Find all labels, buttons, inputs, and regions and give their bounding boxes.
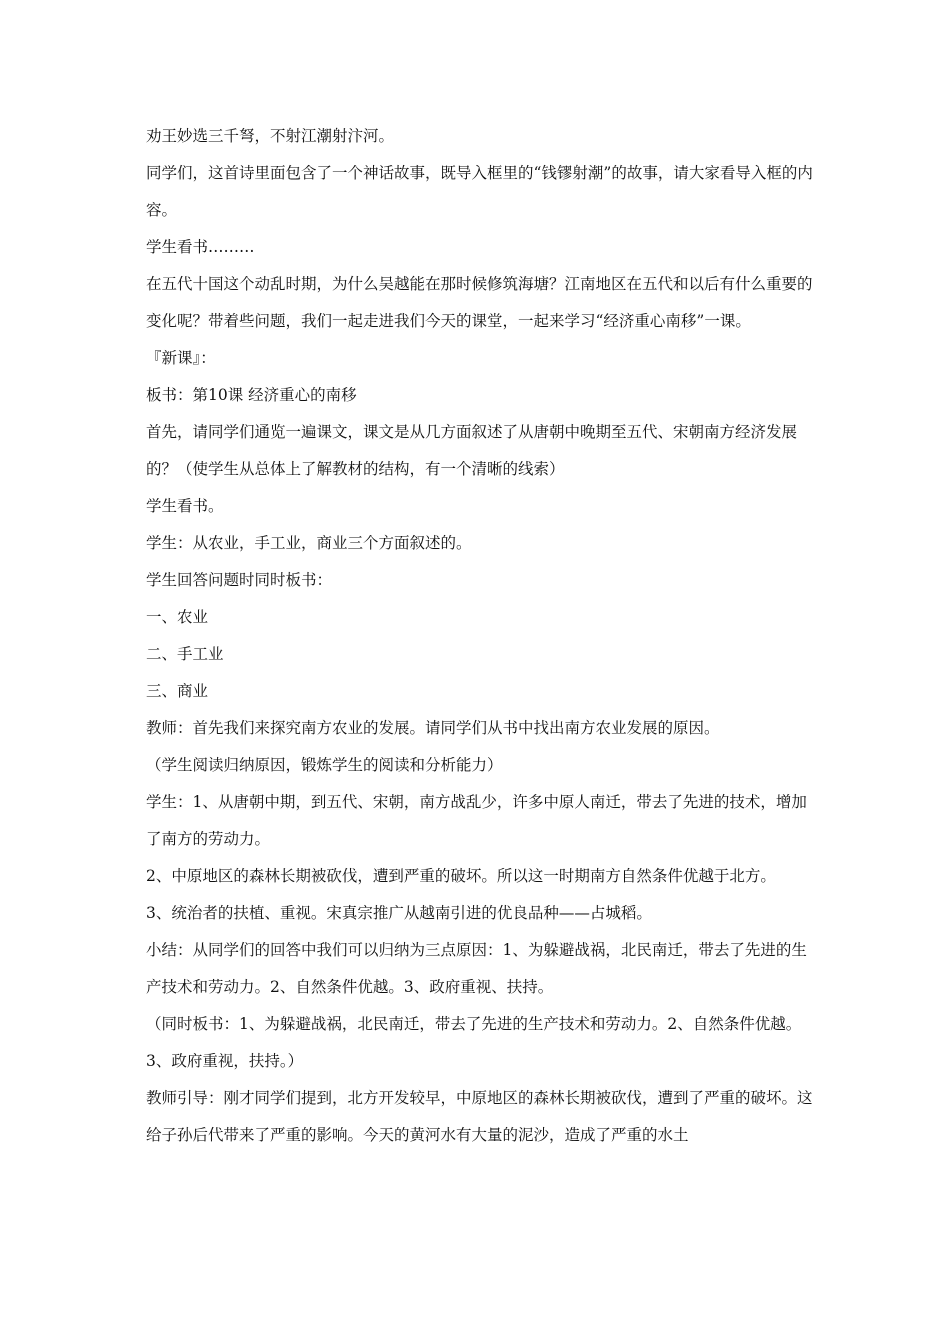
paragraph-question-lead-in: 在五代十国这个动乱时期，为什么吴越能在那时候修筑海塘？江南地区在五代和以后有什么重要的变化呢？带着些问题，我们一起走进我们今天的课堂，一起来学习“经济重心南移”一课。	[146, 275, 813, 330]
paragraph-students-read: 学生看书………	[146, 238, 255, 256]
paragraph-item-handicraft: 二、手工业	[146, 645, 224, 663]
paragraph-intro-story: 同学们，这首诗里面包含了一个神话故事，既导入框里的“钱镠射潮”的故事，请大家看导入框的内容。	[146, 164, 813, 219]
paragraph-teacher-explore: 教师：首先我们来探究南方农业的发展。请同学们从书中找出南方农业发展的原因。	[146, 719, 720, 737]
paragraph-reading-note: （学生阅读归纳原因，锻炼学生的阅读和分析能力）	[146, 756, 503, 774]
paragraph-reason-3: 3、统治者的扶植、重视。宋真宗推广从越南引进的优良品种——占城稻。	[146, 904, 652, 922]
document-body	[146, 118, 818, 1154]
paragraph-new-lesson: 『新课』：	[146, 349, 216, 367]
paragraph-student-reason-1: 学生：1、从唐朝中期，到五代、宋朝，南方战乱少，许多中原人南迁，带去了先进的技术，增加了南方的劳动力。	[146, 793, 807, 848]
paragraph-board-note: 学生回答问题时同时板书：	[146, 571, 333, 589]
paragraph-student-answer: 学生：从农业，手工业，商业三个方面叙述的。	[146, 534, 472, 552]
paragraph-item-agriculture: 一、农业	[146, 608, 209, 626]
paragraph-item-commerce: 三、商业	[146, 682, 209, 700]
paragraph-reason-2: 2、中原地区的森林长期被砍伐，遭到严重的破坏。所以这一时期南方自然条件优越于北方。	[146, 867, 776, 885]
paragraph-overview-question: 首先，请同学们通览一遍课文，课文是从几方面叙述了从唐朝中晚期至五代、宋朝南方经济发展的？（使学生从总体上了解教材的结构，有一个清晰的线索）	[146, 423, 798, 478]
paragraph-board-summary: （同时板书：1、为躲避战祸，北民南迁，带去了先进的生产技术和劳动力。2、自然条件优越。3、政府重视，扶持。）	[146, 1015, 802, 1070]
paragraph-summary: 小结：从同学们的回答中我们可以归纳为三点原因：1、为躲避战祸，北民南迁，带去了先进的生产技术和劳动力。2、自然条件优越。3、政府重视、扶持。	[146, 941, 807, 996]
paragraph-board-title: 板书：第10课 经济重心的南移	[146, 386, 357, 404]
paragraph-poem-line: 劝王妙选三千弩，不射江潮射汴河。	[146, 127, 395, 145]
paragraph-students-read-book: 学生看书。	[146, 497, 224, 515]
paragraph-teacher-guide: 教师引导：刚才同学们提到，北方开发较早，中原地区的森林长期被砍伐，遭到了严重的破坏。这给子孙后代带来了严重的影响。今天的黄河水有大量的泥沙，造成了严重的水土	[146, 1089, 813, 1144]
